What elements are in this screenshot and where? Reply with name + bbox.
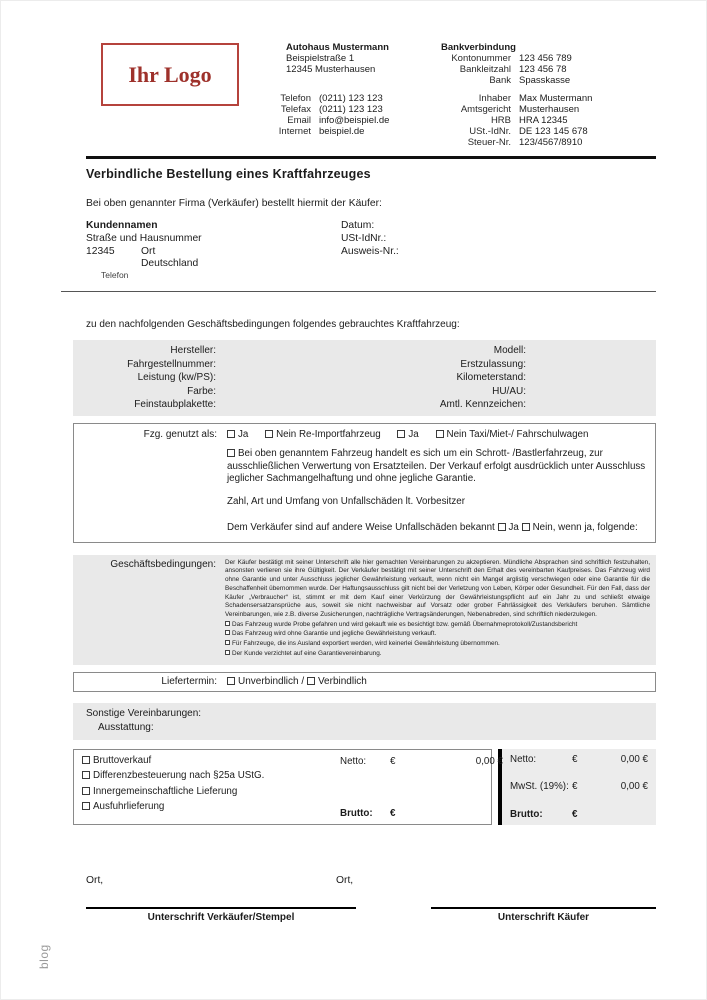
lead-text: zu den nachfolgenden Geschäftsbedingungen folgendes gebrauchtes Kraftfahrzeug: <box>86 319 460 330</box>
vehicle-field[interactable] <box>526 386 656 397</box>
signature-gap <box>356 907 431 923</box>
vehicle-label: Modell: <box>493 345 526 356</box>
accident-history-label: Zahl, Art und Umfang von Unfallschäden lt. Vorbesitzer <box>227 495 465 507</box>
vehicle-field[interactable] <box>526 399 656 410</box>
delivery-verbindlich-label: Verbindlich <box>317 675 367 687</box>
bank-label: Bank <box>489 74 511 86</box>
vehicle-label: HU/AU: <box>492 385 526 397</box>
reimport-yes-label: Ja <box>238 429 249 440</box>
signature-row <box>86 907 707 923</box>
customer-block <box>1 220 707 291</box>
netto-value: 0,00 € <box>620 753 648 765</box>
watermark: blog <box>37 944 51 969</box>
usage-type-row <box>227 429 647 440</box>
contact-value: info@beispiel.de <box>319 114 390 126</box>
legal-value: Musterhausen <box>519 103 580 115</box>
tax-option-row <box>82 786 491 797</box>
currency-symbol: € <box>572 781 578 793</box>
taxi-yes-label: Ja <box>408 429 419 440</box>
netto-label: Netto: <box>510 753 537 765</box>
legal-value: DE 123 145 678 <box>519 125 588 137</box>
brutto-row-right <box>510 809 648 820</box>
company-street: Beispielstraße 1 <box>286 52 355 64</box>
taxi-yes-checkbox[interactable] <box>397 430 405 438</box>
bank-title: Bankverbindung <box>441 42 516 53</box>
scrap-vehicle-checkbox[interactable] <box>227 449 235 457</box>
accidents-known-no-checkbox[interactable] <box>522 523 530 531</box>
taxi-no-checkbox[interactable] <box>436 430 444 438</box>
netto-label: Netto: <box>340 755 367 767</box>
customer-name-label: Kundennamen <box>86 220 158 231</box>
tax-option-label: Bruttoverkauf <box>93 754 152 766</box>
delivery-unverbindlich-checkbox[interactable] <box>227 677 235 685</box>
tax-option-label: Ausfuhrlieferung <box>93 801 165 813</box>
brutto-row-left <box>340 808 503 819</box>
accidents-known-row <box>227 522 647 533</box>
customer-phone-label: Telefon <box>101 270 129 280</box>
vehicle-label: Amtl. Kennzeichen: <box>439 399 526 410</box>
terms-label: Geschäftsbedingungen: <box>110 558 216 570</box>
usage-section <box>73 423 656 543</box>
vehicle-label: Leistung (kw/PS): <box>137 372 216 383</box>
customer-street-label: Straße und Hausnummer <box>86 233 202 244</box>
legal-label: Steuer-Nr. <box>467 136 511 148</box>
form-body <box>1 156 707 923</box>
place-label-buyer: Ort, <box>336 874 354 886</box>
seller-signature-line: Unterschrift Verkäufer/Stempel <box>86 907 356 923</box>
terms-checkbox-4[interactable] <box>225 650 230 655</box>
vehicle-field[interactable] <box>216 359 363 370</box>
delivery-unverbindlich-label: Unverbindlich / <box>238 675 305 687</box>
contact-value: (0211) 123 123 <box>319 103 383 115</box>
terms-item <box>225 621 650 630</box>
vehicle-label: Fahrgestellnummer: <box>127 358 216 370</box>
totals-box <box>498 749 656 825</box>
company-name: Autohaus Mustermann <box>286 42 389 53</box>
mwst-label: MwSt. (19%): <box>510 781 569 793</box>
vehicle-label: Hersteller: <box>170 345 216 356</box>
terms-item-text: Für Fahrzeuge, die ins Ausland exportiert werden, wird keinerlei Gewährleistung übernommen. <box>232 640 500 648</box>
place-label-seller: Ort, <box>86 874 104 886</box>
reimport-no-checkbox[interactable] <box>265 430 273 438</box>
delivery-label: Liefertermin: <box>161 675 217 687</box>
bank-value: 123 456 78 <box>519 63 567 75</box>
vehicle-data-section <box>73 340 656 416</box>
accidents-known-yes-checkbox[interactable] <box>498 523 506 531</box>
ausfuhrlieferung-checkbox[interactable] <box>82 802 90 810</box>
vehicle-label: Feinstaubplakette: <box>134 399 216 410</box>
netto-row-left <box>340 756 503 767</box>
terms-item <box>225 630 650 639</box>
vehicle-field[interactable] <box>216 399 363 410</box>
intro-text: Bei oben genannter Firma (Verkäufer) bestellt hiermit der Käufer: <box>86 198 382 209</box>
vehicle-field[interactable] <box>526 345 656 356</box>
vehicle-field[interactable] <box>216 345 363 356</box>
contact-label: Telefon <box>280 93 311 104</box>
vehicle-field[interactable] <box>526 372 656 383</box>
reimport-label: Re-Importfahrzeug <box>298 429 381 440</box>
vehicle-label: Kilometerstand: <box>456 372 526 383</box>
scrap-vehicle-row <box>227 448 647 486</box>
legal-label: Inhaber <box>478 93 511 104</box>
company-address <box>286 43 389 76</box>
brutto-label: Brutto: <box>510 808 543 820</box>
contact-label: Telefax <box>280 103 311 115</box>
tax-option-row <box>82 770 491 781</box>
legal-value: 123/4567/8910 <box>519 136 583 148</box>
equipment-label: Ausstattung: <box>98 721 154 733</box>
contact-label: Internet <box>278 125 311 137</box>
company-city: 12345 Musterhausen <box>286 63 376 75</box>
legal-value: Max Mustermann <box>519 93 593 104</box>
mwst-row <box>510 781 648 792</box>
date-label: Datum: <box>341 220 375 231</box>
terms-item <box>225 650 650 659</box>
bank-label: Bankleitzahl <box>459 63 511 75</box>
legal-label: Amtsgericht <box>460 103 511 115</box>
company-contact <box>249 94 389 138</box>
vehicle-field[interactable] <box>216 372 363 383</box>
page-title: Verbindliche Bestellung eines Kraftfahrzeuges <box>86 167 371 181</box>
terms-section <box>73 555 656 665</box>
bank-value: Spasskasse <box>519 74 571 86</box>
delivery-section <box>73 672 656 692</box>
buyer-signature-line: Unterschrift Käufer <box>431 907 656 923</box>
terms-item-text: Das Fahrzeug wird ohne Garantie und jegliche Gewährleistung verkauft. <box>232 630 437 638</box>
terms-item <box>225 640 650 649</box>
terms-body: Der Käufer bestätigt mit seiner Unterschrift alle hier gemachten Vereinbarungen zu akzeptieren. Mündliche Absprachen sind schriftlich festzuhalten, ansonsten verlieren sie ihre Gültigkeit. Der Verkäufer bestätigt mit seiner Unterschrift den Erhalt des vereinbarten Kaufpreises. Das Fahrzeug wird ohne Garantie und unter Ausschluss jeglicher Gewährleistung verkauft, wenn nicht ein Mangel arglistig verschwiegen oder eine Garantie für die Beschaffenheit übernommen wurde. Der Haftungsausschluss gilt nicht bei der Verletzung von Leben, Körper oder Gesundheit. Für den Fall, dass der Käufer „Verbraucher“ ist, stimmt er mit dem Kauf einer Verkürzung der Gewährleistungspflicht auf ein Jahr zu und schließt etwaige Schadensersatzansprüche aus, soweit sie nicht nachweisbar auf Vorsatz oder grober Fahrlässigkeit des Verkäufers beruhen. Sämtliche Vereinbarungen, wie z.B. diverse Zusicherungen, nachträgliche Vertragsänderungen, Nebenabreden, sind schriftlich niederzulegen. <box>225 558 650 618</box>
accidents-known-no-label: Nein, wenn ja, folgende: <box>532 521 638 533</box>
reimport-yes-checkbox[interactable] <box>227 430 235 438</box>
netto-value: 0,00 € <box>475 755 503 767</box>
terms-item-text: Der Kunde verzichtet auf eine Garantievereinbarung. <box>232 649 382 657</box>
legal-value: HRA 12345 <box>519 114 568 126</box>
scrap-vehicle-text: Bei oben genanntem Fahrzeug handelt es sich um ein Schrott- /Bastlerfahrzeug, zur ausschließlichen Verwertung von Ersatzteilen. Der Verkauf erfolgt ausdrücklich unter Ausschluss jeglicher Sachmangelhaftung und ohne jegliche Garantie. <box>227 448 646 485</box>
place-row <box>86 875 707 886</box>
reimport-no-label: Nein <box>276 429 297 440</box>
bank-account <box>431 54 572 87</box>
innergemeinschaftliche-checkbox[interactable] <box>82 787 90 795</box>
other-agreements-label: Sonstige Vereinbarungen: <box>86 707 202 719</box>
legal-label: HRB <box>490 114 511 126</box>
accidents-known-yes-label: Ja <box>508 521 519 533</box>
currency-symbol: € <box>390 807 396 819</box>
contact-value: (0211) 123 123 <box>319 93 383 104</box>
delivery-verbindlich-checkbox[interactable] <box>307 677 315 685</box>
bank-value: 123 456 789 <box>519 53 572 64</box>
customer-divider <box>61 291 656 292</box>
currency-symbol: € <box>572 808 578 820</box>
vehicle-label: Erstzulassung: <box>460 358 526 370</box>
accidents-known-text: Dem Verkäufer sind auf andere Weise Unfallschäden bekannt <box>227 521 495 533</box>
vehicle-field[interactable] <box>216 386 363 397</box>
currency-symbol: € <box>572 753 578 765</box>
contact-value: beispiel.de <box>319 125 365 137</box>
netto-row-right <box>510 754 648 765</box>
tax-option-label: Differenzbesteuerung nach §25a UStG. <box>93 770 265 782</box>
currency-symbol: € <box>390 755 396 767</box>
customer-country: Deutschland <box>141 258 199 269</box>
differenzbesteuerung-checkbox[interactable] <box>82 771 90 779</box>
logo <box>101 43 239 106</box>
mwst-value: 0,00 € <box>620 781 648 793</box>
vat-id-label: USt-IdNr.: <box>341 233 387 244</box>
logo-text: Ihr Logo <box>128 61 212 87</box>
terms-item-text: Das Fahrzeug wurde Probe gefahren und wird gekauft wie es besichtigt bzw. gemäß Übernahmeprotokoll/Zustandsbericht <box>232 620 578 628</box>
other-agreements-section <box>73 703 656 740</box>
legal-label: USt.-IdNr. <box>469 125 511 137</box>
tax-option-label: Innergemeinschaftliche Lieferung <box>93 785 238 797</box>
vehicle-field[interactable] <box>526 359 656 370</box>
contact-label: Email <box>287 114 311 126</box>
bank-label: Kontonummer <box>451 53 511 64</box>
terms-checkbox-2[interactable] <box>225 630 230 635</box>
id-number-label: Ausweis-Nr.: <box>341 246 399 257</box>
vehicle-label: Farbe: <box>187 385 216 397</box>
usage-label: Fzg. genutzt als: <box>143 429 217 440</box>
pricing-section <box>73 749 656 825</box>
terms-checkbox-1[interactable] <box>225 621 230 626</box>
taxi-label: Taxi/Miet-/ Fahrschulwagen <box>469 429 589 440</box>
company-legal <box>431 94 592 149</box>
customer-city-label: Ort <box>141 246 156 257</box>
tax-options-box <box>73 749 503 825</box>
header-divider <box>86 156 656 159</box>
brutto-label: Brutto: <box>340 807 373 819</box>
bruttoverkauf-checkbox[interactable] <box>82 756 90 764</box>
customer-zip: 12345 <box>86 246 115 257</box>
terms-checkbox-3[interactable] <box>225 640 230 645</box>
taxi-no-label: Nein <box>446 429 467 440</box>
